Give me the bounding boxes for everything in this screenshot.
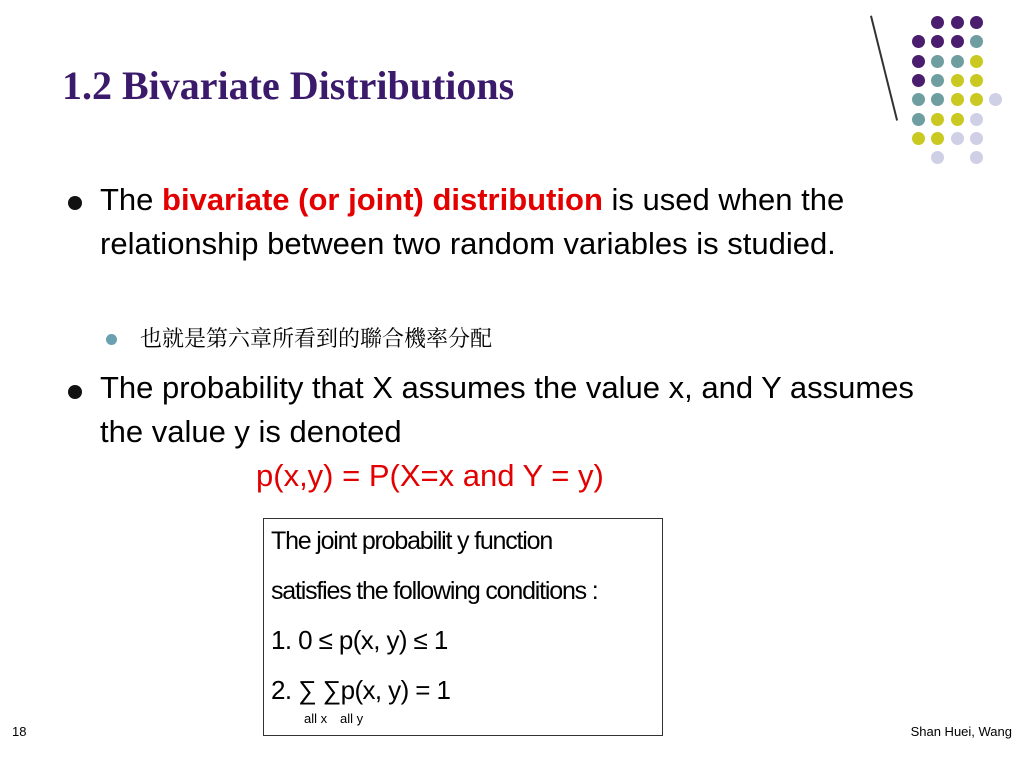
decorative-dot — [912, 113, 925, 126]
decorative-dot — [970, 35, 983, 48]
decorative-dot — [970, 16, 983, 29]
box-line-1: The joint probabilit y function — [271, 527, 553, 555]
summation-symbols: ∑ ∑ — [298, 675, 341, 705]
bullet-paragraph-2: The probability that X assumes the value x, and Y assumes the value y is denoted — [100, 370, 914, 449]
bullet-1-suffix: is used when the relationship between two random variables is studied. — [100, 182, 845, 261]
bullet-1-highlight: bivariate (or joint) distribution — [162, 182, 603, 217]
decorative-dot — [931, 113, 944, 126]
bullet-icon — [68, 385, 82, 399]
sum-subscript-y: all y — [340, 711, 364, 726]
condition-2 — [271, 675, 450, 706]
slide-title: 1.2 Bivariate Distributions — [62, 63, 515, 108]
decorative-dot-grid — [900, 14, 1010, 164]
bullet-1-prefix: The — [100, 182, 163, 217]
decorative-dot — [931, 35, 944, 48]
decorative-dot — [970, 74, 983, 87]
decorative-dot — [970, 113, 983, 126]
decorative-dot — [970, 151, 983, 164]
decorative-dot — [912, 74, 925, 87]
decorative-dot — [931, 93, 944, 106]
decorative-dot — [970, 55, 983, 68]
decorative-dot — [931, 132, 944, 145]
decorative-dot — [931, 74, 944, 87]
decorative-dot — [989, 93, 1002, 106]
decorative-dot — [931, 55, 944, 68]
condition-1: 1. 0 ≤ p(x, y) ≤ 1 — [271, 625, 448, 655]
footer-author: Shan Huei, Wang — [910, 724, 1012, 739]
sum-subscript-x: all x — [304, 711, 328, 726]
decorative-dot — [951, 74, 964, 87]
decorative-dot — [912, 93, 925, 106]
condition-2-expression: p(x, y) = 1 — [340, 675, 451, 705]
decorative-dot — [951, 113, 964, 126]
probability-formula: p(x,y) = P(X=x and Y = y) — [256, 458, 604, 493]
decorative-dot — [912, 132, 925, 145]
decorative-dot — [951, 16, 964, 29]
decorative-dot — [951, 55, 964, 68]
box-line-2: satisfies the following conditions : — [271, 577, 598, 605]
sub-bullet-icon — [106, 334, 117, 345]
decorative-dot — [970, 132, 983, 145]
decorative-dot — [912, 55, 925, 68]
decorative-dot — [970, 93, 983, 106]
decorative-dot — [951, 35, 964, 48]
conditions-box — [263, 518, 663, 736]
decorative-dot — [951, 93, 964, 106]
decorative-dot — [931, 151, 944, 164]
bullet-icon — [68, 196, 82, 210]
sub-bullet-text: 也就是第六章所看到的聯合機率分配 — [140, 327, 493, 352]
condition-2-number: 2. — [271, 675, 299, 705]
decorative-dot — [951, 132, 964, 145]
bullet-paragraph-1 — [100, 178, 960, 266]
decorative-dot — [912, 35, 925, 48]
decorative-line — [870, 16, 898, 121]
page-number: 18 — [12, 724, 27, 739]
decorative-dot — [931, 16, 944, 29]
